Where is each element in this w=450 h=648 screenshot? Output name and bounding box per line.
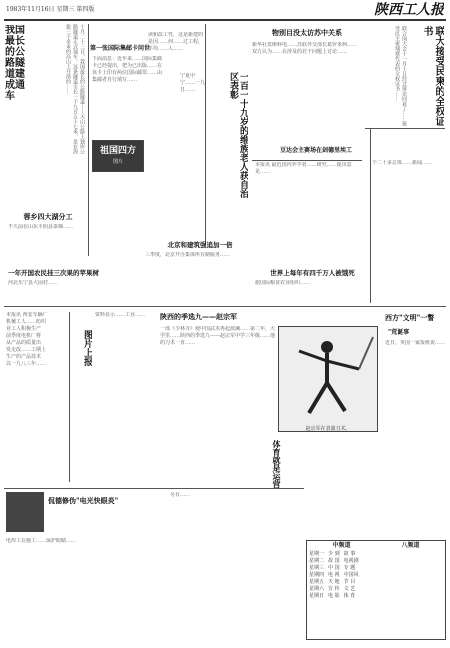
article-lower-left: 本报讯 西安车辆厂 机械工人……纺织 业工人积极生产 前季度电机厂将 从产品的质量出 发走改……工期上 生产的产品技术 以一九八三年…… <box>6 312 48 367</box>
article-tunnel-body: 十月二十三日，我国最长的公路隧道——天山公路上独库公路隧道正式通车。这条隧道全长一千九百五十七米，是在海拔三千多米的高山上开凿的…… <box>65 24 85 154</box>
headline-un-credentials: 联大接受民柬的全权证书 <box>421 26 444 126</box>
headline-lower-left-vertical: 图片上报 <box>82 330 92 366</box>
tv-schedule <box>306 540 446 640</box>
headline-absurd: "荒诞事 <box>388 329 410 336</box>
headline-longest-tunnel: 我国最长的公路隧道建成通车 <box>5 25 25 102</box>
article-un-body: 联合国大会十一月十日经过辩论同意了……接受民主柬埔寨代表的全权证书…… <box>394 26 407 126</box>
schedule-table: 星期一 少 到 故 事 星期二 故 国 电视剧 星期三 中 国 专 题 星期四 电 视 中国风 星期五 天 地 节 目 星期六 宣 传 文 艺 星期日 电 影 体 育 <box>309 551 359 599</box>
headline-zhao-zongjun: 陕西的季选九——赵宗军 <box>160 312 237 321</box>
martial-arts-photo <box>278 326 378 432</box>
article-zhao-body: 一部《少林寺》使中国武术再起波澜……第二年，大学里……陕西的季选九——赵宗军中学三年级……他的刀术一直…… <box>160 326 275 346</box>
schedule-left-title: 中频道 <box>332 542 351 549</box>
article-bottom-mid: 另有…… <box>170 492 191 498</box>
article-hunger-body: 据国际粮食农业组织…… <box>255 280 311 286</box>
article-sino-soviet-body: 新华社莫斯科电……苏联外交部长葛罗米柯……双方认为……在涉及的若干问题上讨论…… <box>252 42 358 55</box>
column-box-motherland <box>92 140 144 172</box>
article-old-man-body: 宁夏中宁……一九日…… <box>180 73 206 93</box>
column-box-title: 祖国四方 <box>99 146 136 156</box>
headline-beijing-building: 北京和建筑强追加一倍 <box>167 241 233 249</box>
article-apple-body: 河北乐宁县大园村…… <box>8 280 59 286</box>
article-lower-left-2: 资料显示……工业…… <box>95 312 146 318</box>
article-eye-disease: 电焊工在施工……保护眼睛…… <box>6 538 77 544</box>
article-middle-col2: 读和改工性，这是新建的是因……何……过工程，平均……人…… <box>148 32 203 52</box>
headline-stamp-card: 第一张国际集邮卡问世 <box>90 45 151 52</box>
photo-caption: 赵宗军在表演刀术。 <box>305 426 351 432</box>
article-col-d: 本报讯 最近国内外学者……研究……提出意见…… <box>255 162 352 175</box>
newspaper-logo: 陕西工人报 <box>374 2 444 18</box>
headline-world-hunger: 世界上每年有四千万人被饿死 <box>270 269 355 277</box>
headline-apple-tree: 一年开国农民挂三次果的苹果树 <box>8 269 99 277</box>
article-beijing-body: 三季度，北京开办集体所有制服务…… <box>145 252 231 258</box>
headline-western-civilization: 西方"文明"一瞥 <box>385 313 435 322</box>
date-line: 1983年11月16日 星期三 第四版 <box>6 6 95 13</box>
article-rongxiang-body: 不久前在山东平阴县泰梯…… <box>8 224 74 230</box>
headline-eye-disease: 侃德修伪"电光快眼炎" <box>48 496 119 505</box>
cartoon-image <box>6 492 44 532</box>
headline-rongxiang: 蓉乡四大湖分工 <box>23 212 73 221</box>
headline-sports: 体育就是运营 <box>272 440 282 488</box>
headline-championship: 豆达会主赛场在剑德里埃工 <box>280 147 353 154</box>
headline-sino-soviet: 物别目没太访苏中关系 <box>272 28 342 37</box>
article-absurd-body: 近日，英国一家报纸说…… <box>385 340 446 346</box>
column-box-label: 图片 <box>112 159 123 165</box>
schedule-right-title: 八频道 <box>401 542 420 549</box>
article-stamp-body: 下面消息：近年来……国际集邮卡已经提出，把为已出版……在该卡上印有两位国际邮票……由集邮者自行填写…… <box>92 56 163 83</box>
headline-old-man-honored: 一百一十九岁的维族老人获自治区表彰 <box>228 72 248 198</box>
article-right-col: 个二十多总体……新闻…… <box>372 160 433 166</box>
